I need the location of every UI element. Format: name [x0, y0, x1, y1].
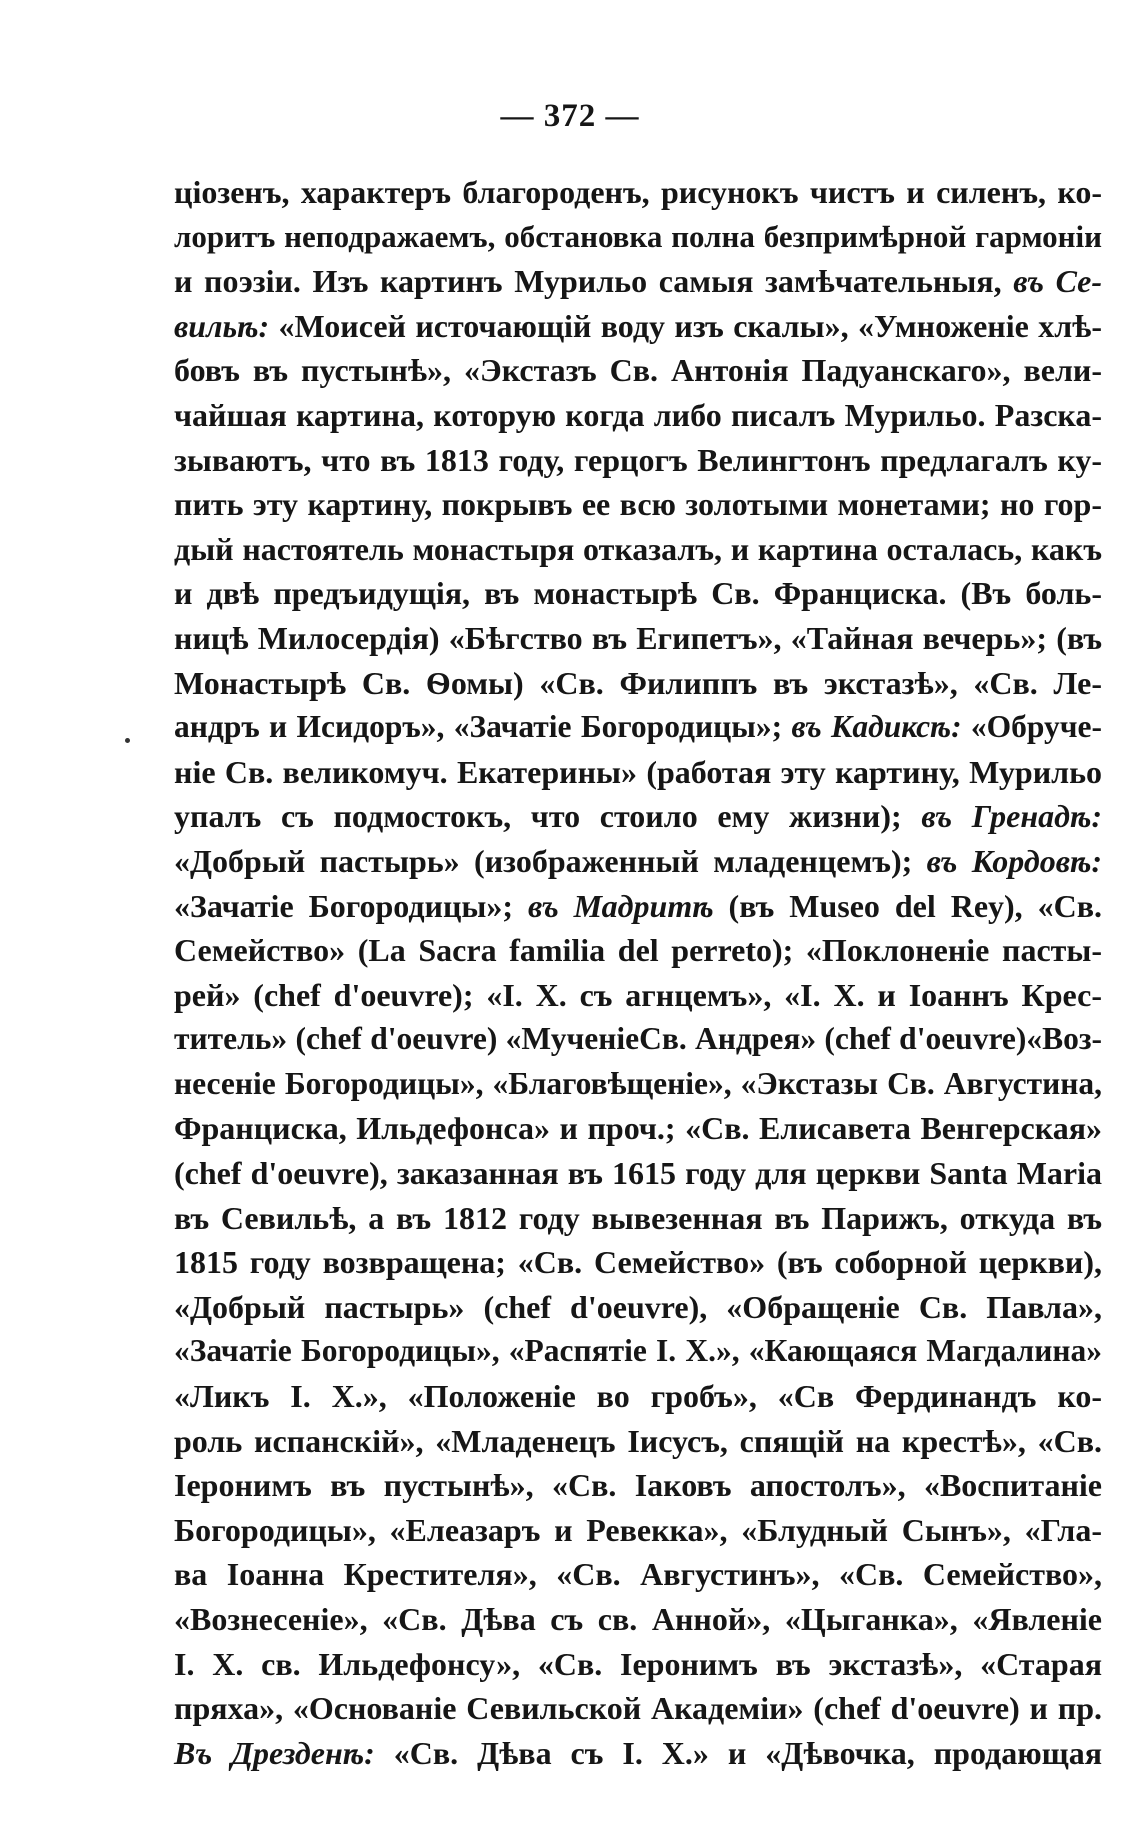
text-segment: Богородицы», «Елеазаръ и Ревекка», «Блудный Сынъ», «Гла- [174, 1511, 1102, 1548]
text-line [174, 794, 1102, 839]
text-segment: «Зачатіе Богородицы», «Распятіе I. X.», «Кающаяся Магдалина» [174, 1333, 1102, 1369]
text-line [174, 884, 1102, 929]
text-segment: чайшая картина, которую когда либо писалъ Мурильо. Разска- [174, 396, 1102, 433]
text-segment: 1815 году возвращена; «Св. Семейство» (въ соборной церкви), [174, 1244, 1102, 1281]
text-line [174, 928, 1102, 973]
text-line [174, 1062, 1102, 1107]
text-segment: и двѣ предъидущія, въ монастырѣ Св. Франциска. (Въ боль- [174, 575, 1102, 612]
text-segment: роль испанскій», «Младенецъ Іисусъ, спящій на крестѣ», «Св. [174, 1422, 1102, 1459]
text-segment: «Моисей источающій воду изъ скалы», «Умноженіе хлѣ- [269, 307, 1102, 344]
text-segment: андръ и Исидоръ», «Зачатіе Богородицы»; [174, 709, 792, 745]
text-line [174, 1686, 1102, 1731]
text-line [174, 705, 1102, 750]
text-line [174, 1552, 1102, 1597]
text-line [174, 482, 1102, 527]
text-line [174, 839, 1102, 884]
body-text [174, 170, 1102, 1775]
text-segment: «Вознесеніе», «Св. Дѣва съ св. Анной», «Цыганка», «Явленіе [174, 1601, 1102, 1637]
text-line [174, 1374, 1102, 1419]
text-line [174, 1240, 1102, 1285]
text-segment: «Добрый пастырь» (chef d'oeuvre), «Обращеніе Св. Павла», [174, 1288, 1102, 1325]
text-segment: бовъ въ пустынѣ», «Экстазъ Св. Антонія Падуанскаго», вели- [174, 352, 1102, 389]
text-segment: ціозенъ, характеръ благороденъ, рисунокъ чистъ и силенъ, ко- [174, 174, 1102, 210]
text-line [174, 1731, 1102, 1776]
text-segment: титель» (chef d'oeuvre) «МученіеСв. Андрея» (chef d'oeuvre)«Воз- [174, 1021, 1102, 1057]
text-segment: въ Севильѣ, а въ 1812 году вывезенная въ Парижъ, откуда въ [174, 1199, 1102, 1236]
text-segment: и поэзіи. Изъ картинъ Мурильо самыя замѣчательныя, [174, 263, 1014, 300]
text-line [174, 393, 1102, 438]
text-segment: пряха», «Основаніе Севильской Академіи» (chef d'oeuvre) и пр. [174, 1690, 1102, 1727]
italic-place-name: въ Се- [1013, 263, 1103, 300]
text-line [174, 438, 1102, 483]
text-segment: ницѣ Милосердія) «Бѣгство въ Египетъ», «Тайная вечерь»; (въ [174, 619, 1102, 656]
text-segment: Франциска, Ильдефонса» и проч.; «Св. Елисавета Венгерская» [174, 1110, 1102, 1147]
text-segment: «Добрый пастырь» (изображенный младенцемъ); [174, 842, 927, 879]
text-line [174, 1106, 1102, 1151]
italic-place-name: въ Кордовѣ: [926, 842, 1103, 879]
text-line [174, 973, 1102, 1018]
text-line [174, 1151, 1102, 1196]
text-line [174, 1196, 1102, 1241]
italic-place-name: вильѣ: [174, 307, 270, 344]
text-segment: (въ Museo del Rey), «Св. [713, 887, 1103, 924]
text-segment: пить эту картину, покрывъ ее всю золотыми монетами; но гор- [174, 486, 1102, 523]
italic-place-name: въ Кадиксѣ: [791, 709, 962, 745]
text-segment: зываютъ, что въ 1813 году, герцогъ Велингтонъ предлагалъ ку- [174, 441, 1102, 478]
text-line [174, 750, 1102, 795]
text-segment: (chef d'oeuvre), заказанная въ 1615 году для церкви Santa Maria [174, 1155, 1102, 1192]
text-segment: ніе Св. великомуч. Екатерины» (работая эту картину, Мурильо [174, 753, 1102, 790]
text-segment: Семейство» (La Sacra familia del perreto); «Поклоненіе пасты- [174, 932, 1102, 969]
text-line [174, 1017, 1102, 1062]
text-segment: лоритъ неподражаемъ, обстановка полна безпримѣрной гармоніи [174, 218, 1102, 254]
page-number: — 372 — [500, 98, 640, 134]
text-line [174, 1463, 1102, 1508]
italic-place-name: въ Гренадѣ: [921, 798, 1103, 835]
text-segment: I. X. св. Ильдефонсу», «Св. Іеронимъ въ экстазѣ», «Старая [174, 1645, 1102, 1682]
text-segment: Іеронимъ въ пустынѣ», «Св. Іаковъ апостолъ», «Воспитаніе [174, 1467, 1102, 1504]
text-line [174, 527, 1102, 572]
text-line [174, 661, 1102, 706]
text-segment: «Обруче- [961, 709, 1102, 745]
text-line [174, 1642, 1102, 1687]
text-segment: «Зачатіе Богородицы»; [174, 887, 528, 924]
text-line [174, 616, 1102, 661]
text-line [174, 571, 1102, 616]
text-line [174, 259, 1102, 304]
text-line [174, 1285, 1102, 1330]
text-segment: «Св. Дѣва съ I. X.» и «Дѣвочка, продающая [374, 1734, 1103, 1771]
text-segment: «Ликъ I. X.», «Положеніе во гробъ», «Св Фердинандъ ко- [174, 1378, 1102, 1415]
italic-place-name: въ Мадритѣ [528, 887, 714, 924]
text-segment: несеніе Богородицы», «Благовѣщеніе», «Экстазы Св. Августина, [174, 1065, 1102, 1101]
text-line [174, 215, 1102, 260]
text-line [174, 1508, 1102, 1553]
text-line [174, 304, 1102, 349]
margin-dot [125, 738, 130, 743]
text-line [174, 1419, 1102, 1464]
text-line [174, 1597, 1102, 1642]
text-segment: упалъ съ подмостокъ, что стоило ему жизни); [174, 798, 922, 835]
text-line [174, 170, 1102, 215]
text-segment: Монастырѣ Св. Ѳомы) «Св. Филиппъ въ экстазѣ», «Св. Ле- [174, 664, 1102, 701]
text-segment: рей» (chef d'oeuvre); «I. X. съ агнцемъ», «I. X. и Іоаннъ Крес- [174, 976, 1103, 1013]
text-segment: ва Іоанна Крестителя», «Св. Августинъ», «Св. Семейство», [174, 1556, 1102, 1593]
text-line [174, 1329, 1102, 1374]
italic-place-name: Въ Дрезденѣ: [174, 1734, 375, 1771]
text-line [174, 348, 1102, 393]
text-segment: дый настоятель монастыря отказалъ, и картина осталась, какъ [174, 530, 1102, 567]
